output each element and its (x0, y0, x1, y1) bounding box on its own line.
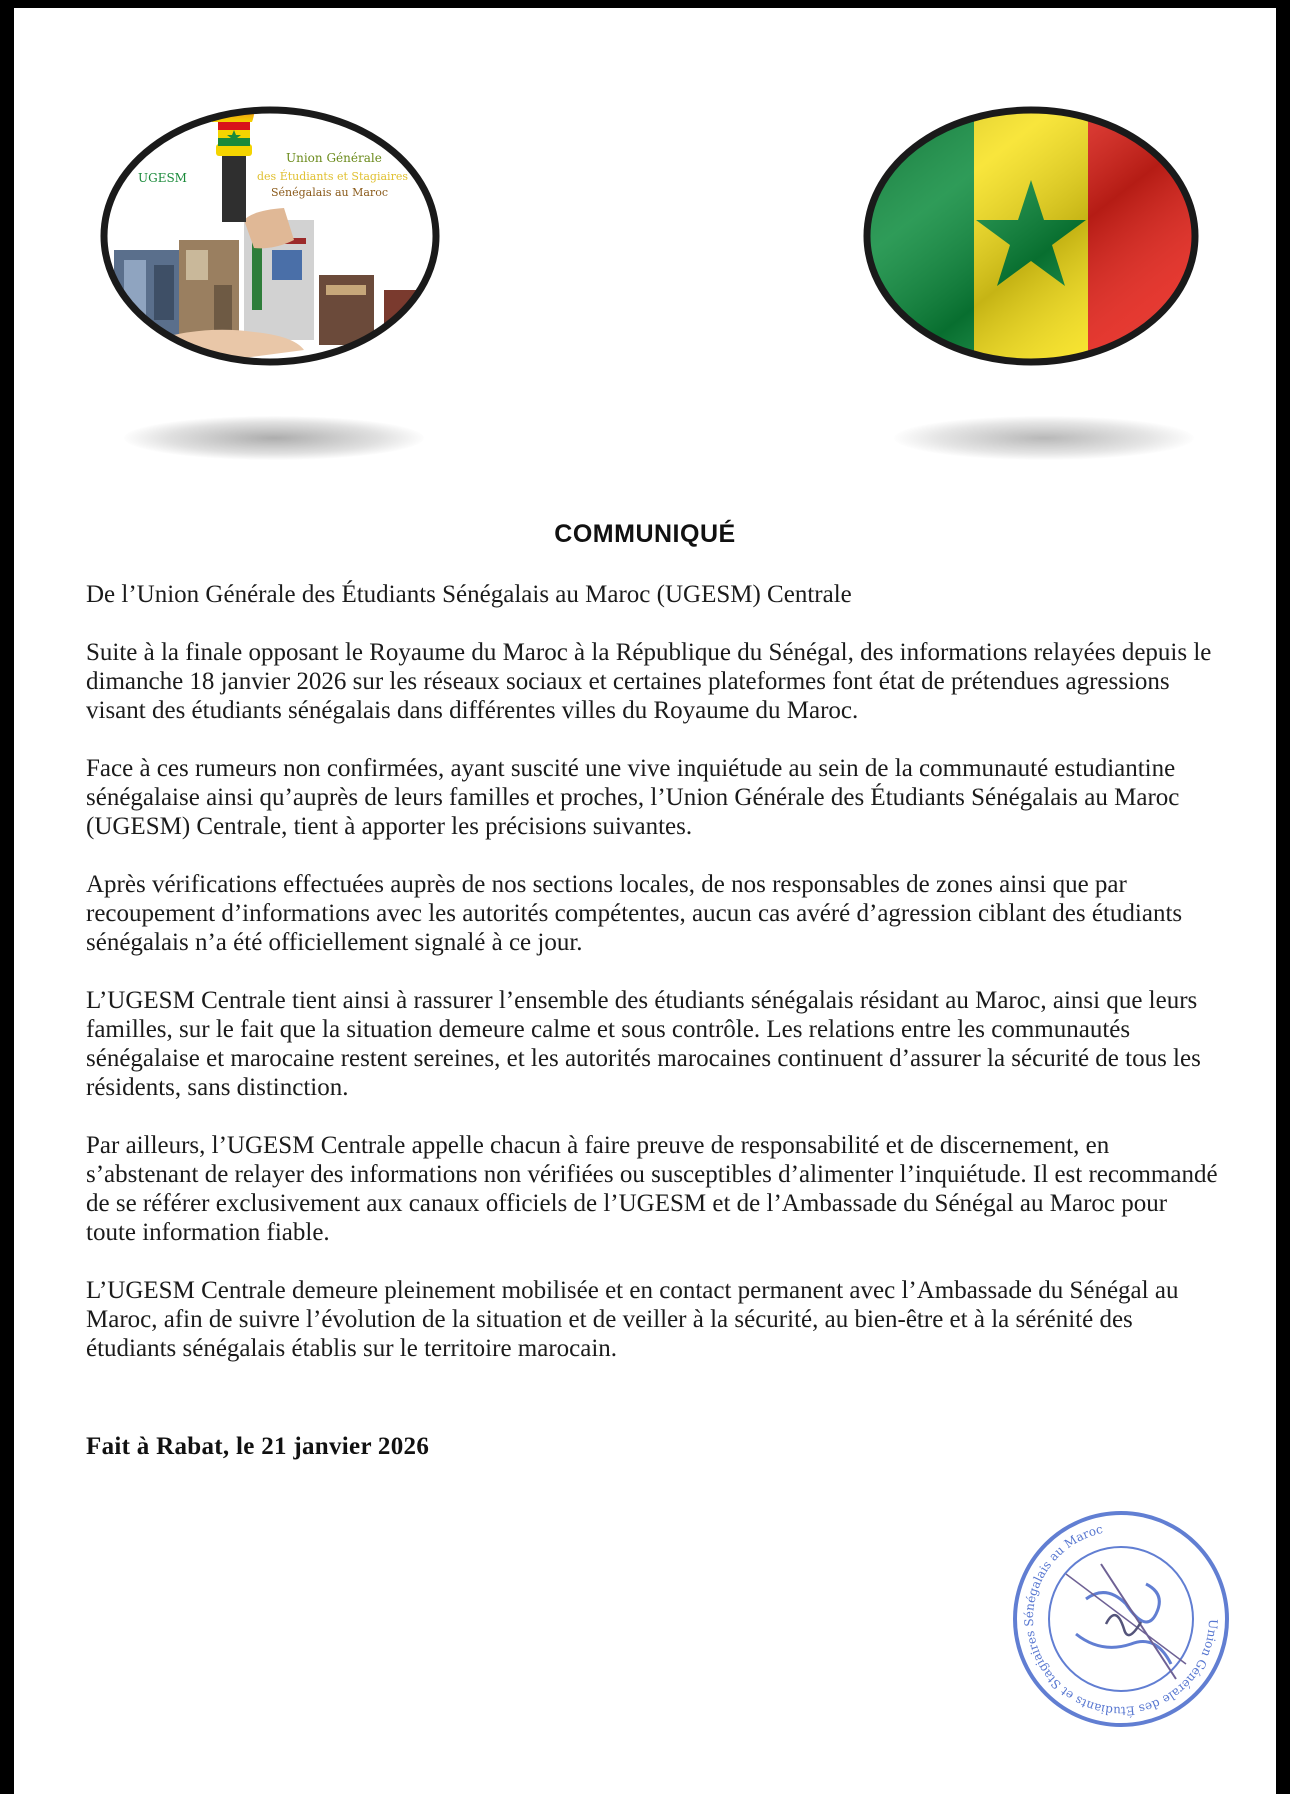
document-body (86, 580, 1221, 1392)
document-page (14, 8, 1276, 1794)
logo-org-line2: des Étudiants et Stagiaires (257, 170, 408, 183)
document-title: COMMUNIQUÉ (554, 520, 736, 548)
paragraph-responsibility: Par ailleurs, l’UGESM Centrale appelle chacun à faire preuve de responsabilité et de discernement, en s’abstenant de relayer des informations non vérifiées ou susceptibles d’alimenter l’inquiétude. Il est recommandé de se référer exclusivement aux canaux officiels de l’UGESM et de l’Ambassade du Sénégal au Maroc pour toute information fiable. (86, 1132, 1218, 1246)
paragraph-mobilization: L’UGESM Centrale demeure pleinement mobilisée et en contact permanent avec l’Ambassade du Sénégal au Maroc, afin de suivre l’évolution de la situation et de veiller à la sécurité, au bien-être et à la sérénité des étudiants sénégalais établis sur le territoire marocain. (86, 1277, 1179, 1362)
logo-shadow-left (124, 416, 424, 460)
stamp-text: Union Générale des Étudiants et Stagiaires Sénégalais au Maroc (1021, 1522, 1221, 1719)
logo-org-line3: Sénégalais au Maroc (271, 186, 388, 199)
logo-shadow-right (894, 416, 1194, 460)
paragraph-from: De l’Union Générale des Étudiants Sénégalais au Maroc (UGESM) Centrale (86, 581, 852, 608)
paragraph-context: Suite à la finale opposant le Royaume du Maroc à la République du Sénégal, des informations relayées depuis le dimanche 18 janvier 2026 sur les réseaux sociaux et certaines plateformes font état de prétendues agressions visant des étudiants sénégalais dans différentes villes du Royaume du Maroc. (86, 639, 1212, 724)
ugesm-initials: UGESM (138, 171, 187, 185)
paragraph-rumors: Face à ces rumeurs non confirmées, ayant suscité une vive inquiétude au sein de la communauté estudiantine sénégalaise ainsi qu’auprès de leurs familles et proches, l’Union Générale des Étudiants Sénégalais au Maroc (UGESM) Centrale, tient à apporter les précisions suivantes. (86, 755, 1180, 840)
signoff-date: Fait à Rabat, le 21 janvier 2026 (86, 1433, 430, 1460)
logo-org-line1: Union Générale (286, 151, 382, 165)
ugesm-logo (94, 100, 446, 372)
official-stamp (1006, 1504, 1236, 1734)
paragraph-reassurance: L’UGESM Centrale tient ainsi à rassurer l’ensemble des étudiants sénégalais résidant au Maroc, ainsi que leurs familles, sur le fait que la situation demeure calme et sous contrôle. Les relations entre les communautés sénégalaise et marocaine restent sereines, et les autorités marocaines continuent d’assurer la sécurité de tous les résidents, sans distinction. (86, 987, 1201, 1101)
senegal-flag-icon (856, 100, 1206, 372)
paragraph-verifications: Après vérifications effectuées auprès de nos sections locales, de nos responsables de zones ainsi que par recoupement d’informations avec les autorités compétentes, aucun cas avéré d’agression ciblant des étudiants sénégalais n’a été officiellement signalé à ce jour. (86, 871, 1183, 956)
